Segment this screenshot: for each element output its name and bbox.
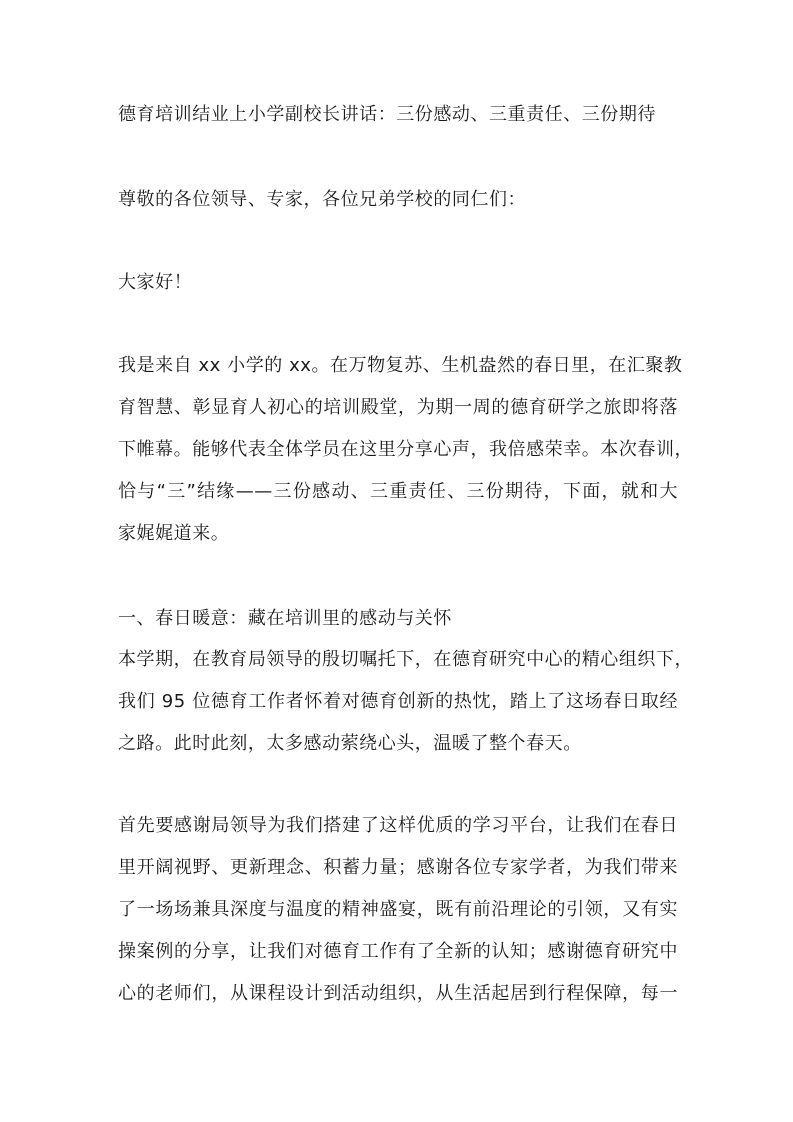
paragraph-line: 育智慧、彰显育人初心的培训殿堂，为期一周的德育研学之旅即将落 bbox=[118, 397, 678, 418]
paragraph-line: 里开阔视野、更新理念、积蓄力量；感谢各位专家学者，为我们带来 bbox=[118, 857, 678, 878]
document-title: 德育培训结业上小学副校长讲话：三份感动、三重责任、三份期待 bbox=[118, 104, 656, 125]
paragraph-line: 心的老师们，从课程设计到活动组织，从生活起居到行程保障，每一 bbox=[118, 983, 678, 1004]
paragraph-line: 我们 95 位德育工作者怀着对德育创新的热忱，踏上了这场春日取经 bbox=[118, 691, 678, 712]
paragraph-line: 家娓娓道来。 bbox=[118, 523, 230, 544]
paragraph-line: 恰与“三”结缘——三份感动、三重责任、三份期待，下面，就和大 bbox=[118, 481, 678, 502]
salutation: 尊敬的各位领导、专家，各位兄弟学校的同仁们： bbox=[118, 189, 527, 210]
greeting: 大家好！ bbox=[118, 272, 193, 293]
paragraph-line: 之路。此时此刻，太多感动萦绕心头，温暖了整个春天。 bbox=[118, 733, 582, 754]
paragraph-line: 了一场场兼具深度与温度的精神盛宴，既有前沿理论的引领，又有实 bbox=[118, 899, 678, 920]
paragraph-line: 下帷幕。能够代表全体学员在这里分享心声，我倍感荣幸。本次春训， bbox=[118, 439, 694, 460]
paragraph-line: 本学期，在教育局领导的殷切嘱托下，在德育研究中心的精心组织下， bbox=[118, 649, 694, 670]
paragraph-line: 首先要感谢局领导为我们搭建了这样优质的学习平台，让我们在春日 bbox=[118, 815, 678, 836]
section-heading: 一、春日暖意：藏在培训里的感动与关怀 bbox=[118, 608, 452, 629]
paragraph-line: 操案例的分享，让我们对德育工作有了全新的认知；感谢德育研究中 bbox=[118, 941, 678, 962]
paragraph-line: 我是来自 xx 小学的 xx。在万物复苏、生机盎然的春日里，在汇聚教 bbox=[118, 355, 683, 376]
